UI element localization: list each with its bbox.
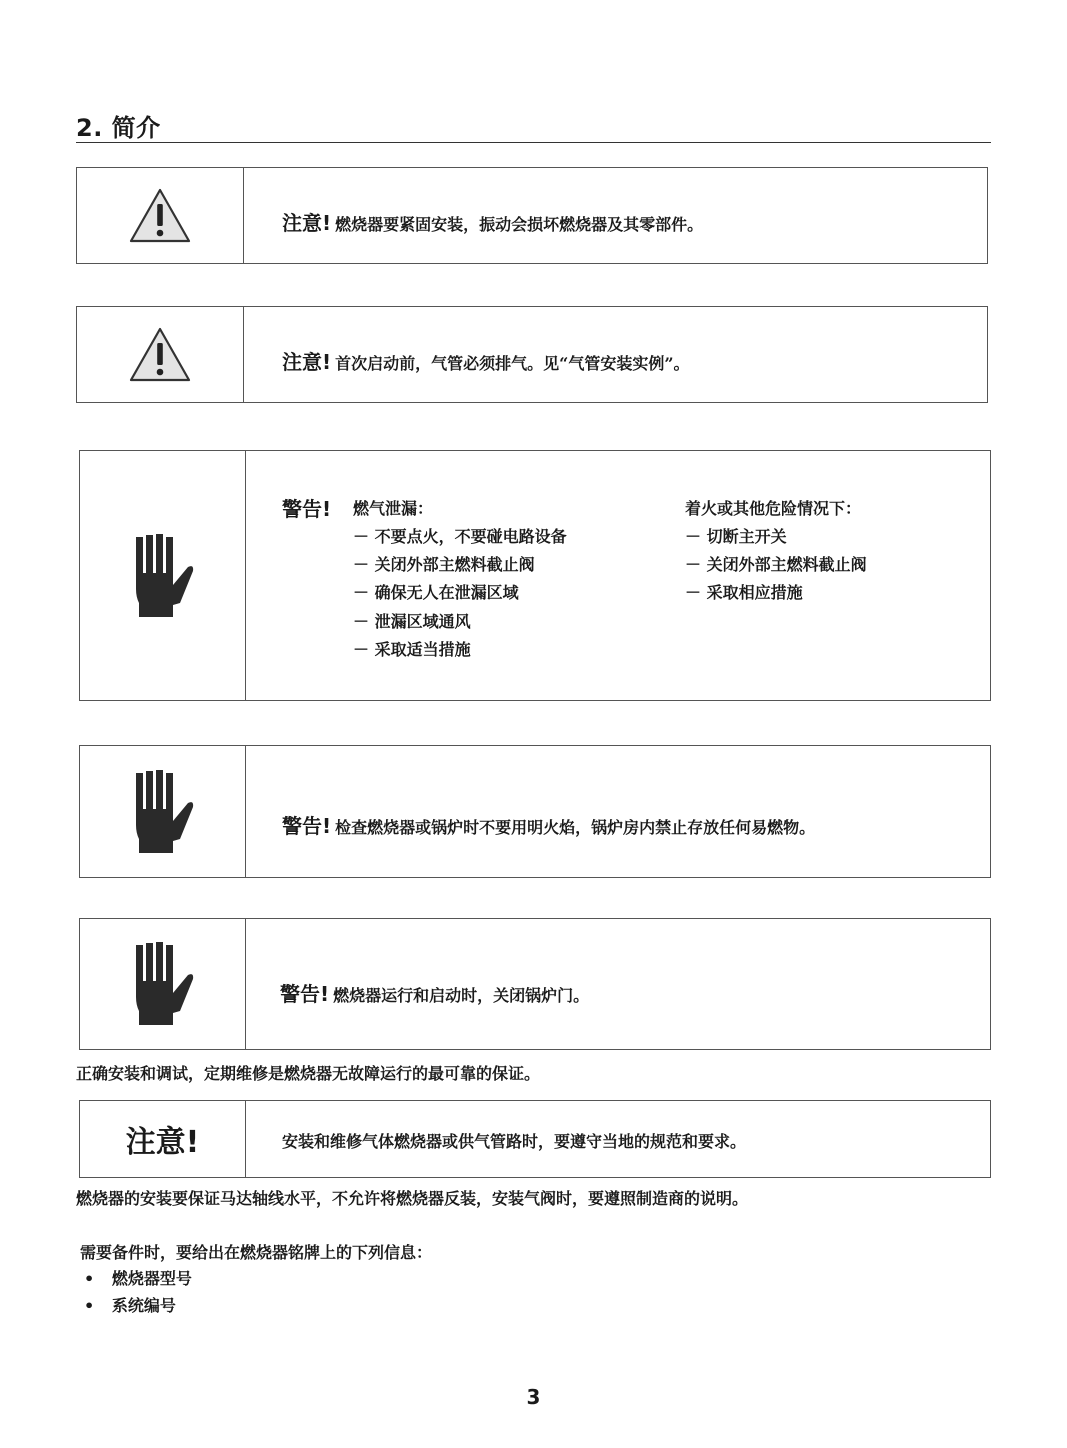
heading-rule: [76, 142, 991, 143]
warning-box-open-flame: [79, 745, 991, 878]
list-item: － 不要点火，不要碰电路设备: [353, 527, 567, 546]
caution-label: 注意!: [282, 350, 332, 374]
list-item: － 泄漏区域通风: [353, 612, 471, 631]
gas-leak-title: 燃气泄漏：: [353, 499, 434, 518]
list-item: • 燃烧器型号: [84, 1269, 192, 1288]
list-item: － 采取相应措施: [685, 583, 803, 602]
warning-box-close-door: [79, 918, 991, 1050]
warning-triangle-icon: [77, 168, 243, 263]
paragraph-installation: 燃烧器的安装要保证马达轴线水平，不允许将燃烧器反装，安装气阀时，要遵照制造商的说明。: [76, 1189, 749, 1208]
notice-box-regulations: [79, 1100, 991, 1178]
warning-text: 燃烧器运行和启动时，关闭锅炉门。: [333, 986, 590, 1005]
warning-label: 警告!: [280, 982, 330, 1006]
caution-label: 注意!: [282, 211, 332, 235]
caution-box-vibration: [76, 167, 988, 264]
stop-hand-icon: [80, 919, 245, 1049]
fire-hazard-title: 着火或其他危险情况下：: [685, 499, 862, 518]
list-item: － 关闭外部主燃料截止阀: [353, 555, 535, 574]
notice-label: 注意!: [125, 1125, 200, 1160]
warning-label: 警告!: [282, 497, 332, 521]
bullet-icon: •: [84, 1296, 95, 1315]
list-item: － 采取适当措施: [353, 640, 471, 659]
stop-hand-icon: [80, 451, 245, 700]
list-item: － 关闭外部主燃料截止阀: [685, 555, 867, 574]
spare-parts-intro: 需要备件时，要给出在燃烧器铭牌上的下列信息：: [80, 1243, 433, 1262]
list-item: • 系统编号: [84, 1296, 176, 1315]
caution-text: 燃烧器要紧固安装，振动会损坏燃烧器及其零部件。: [335, 215, 704, 234]
paragraph-maintenance: 正确安装和调试，定期维修是燃烧器无故障运行的最可靠的保证。: [76, 1064, 541, 1083]
warning-box-gas-leak: [79, 450, 991, 701]
warning-text: 检查燃烧器或锅炉时不要用明火焰，锅炉房内禁止存放任何易燃物。: [335, 818, 816, 837]
stop-hand-icon: [80, 746, 245, 877]
caution-text: 首次启动前，气管必须排气。见“气管安装实例”。: [335, 354, 690, 373]
bullet-icon: •: [84, 1269, 95, 1288]
page-number: 3: [526, 1385, 541, 1409]
notice-text: 安装和维修气体燃烧器或供气管路时，要遵守当地的规范和要求。: [282, 1132, 747, 1151]
list-item: － 切断主开关: [685, 527, 787, 546]
warning-label: 警告!: [282, 814, 332, 838]
warning-triangle-icon: [77, 307, 243, 402]
section-heading: 2. 简介: [76, 114, 161, 142]
list-item: － 确保无人在泄漏区域: [353, 583, 519, 602]
caution-box-purge: [76, 306, 988, 403]
